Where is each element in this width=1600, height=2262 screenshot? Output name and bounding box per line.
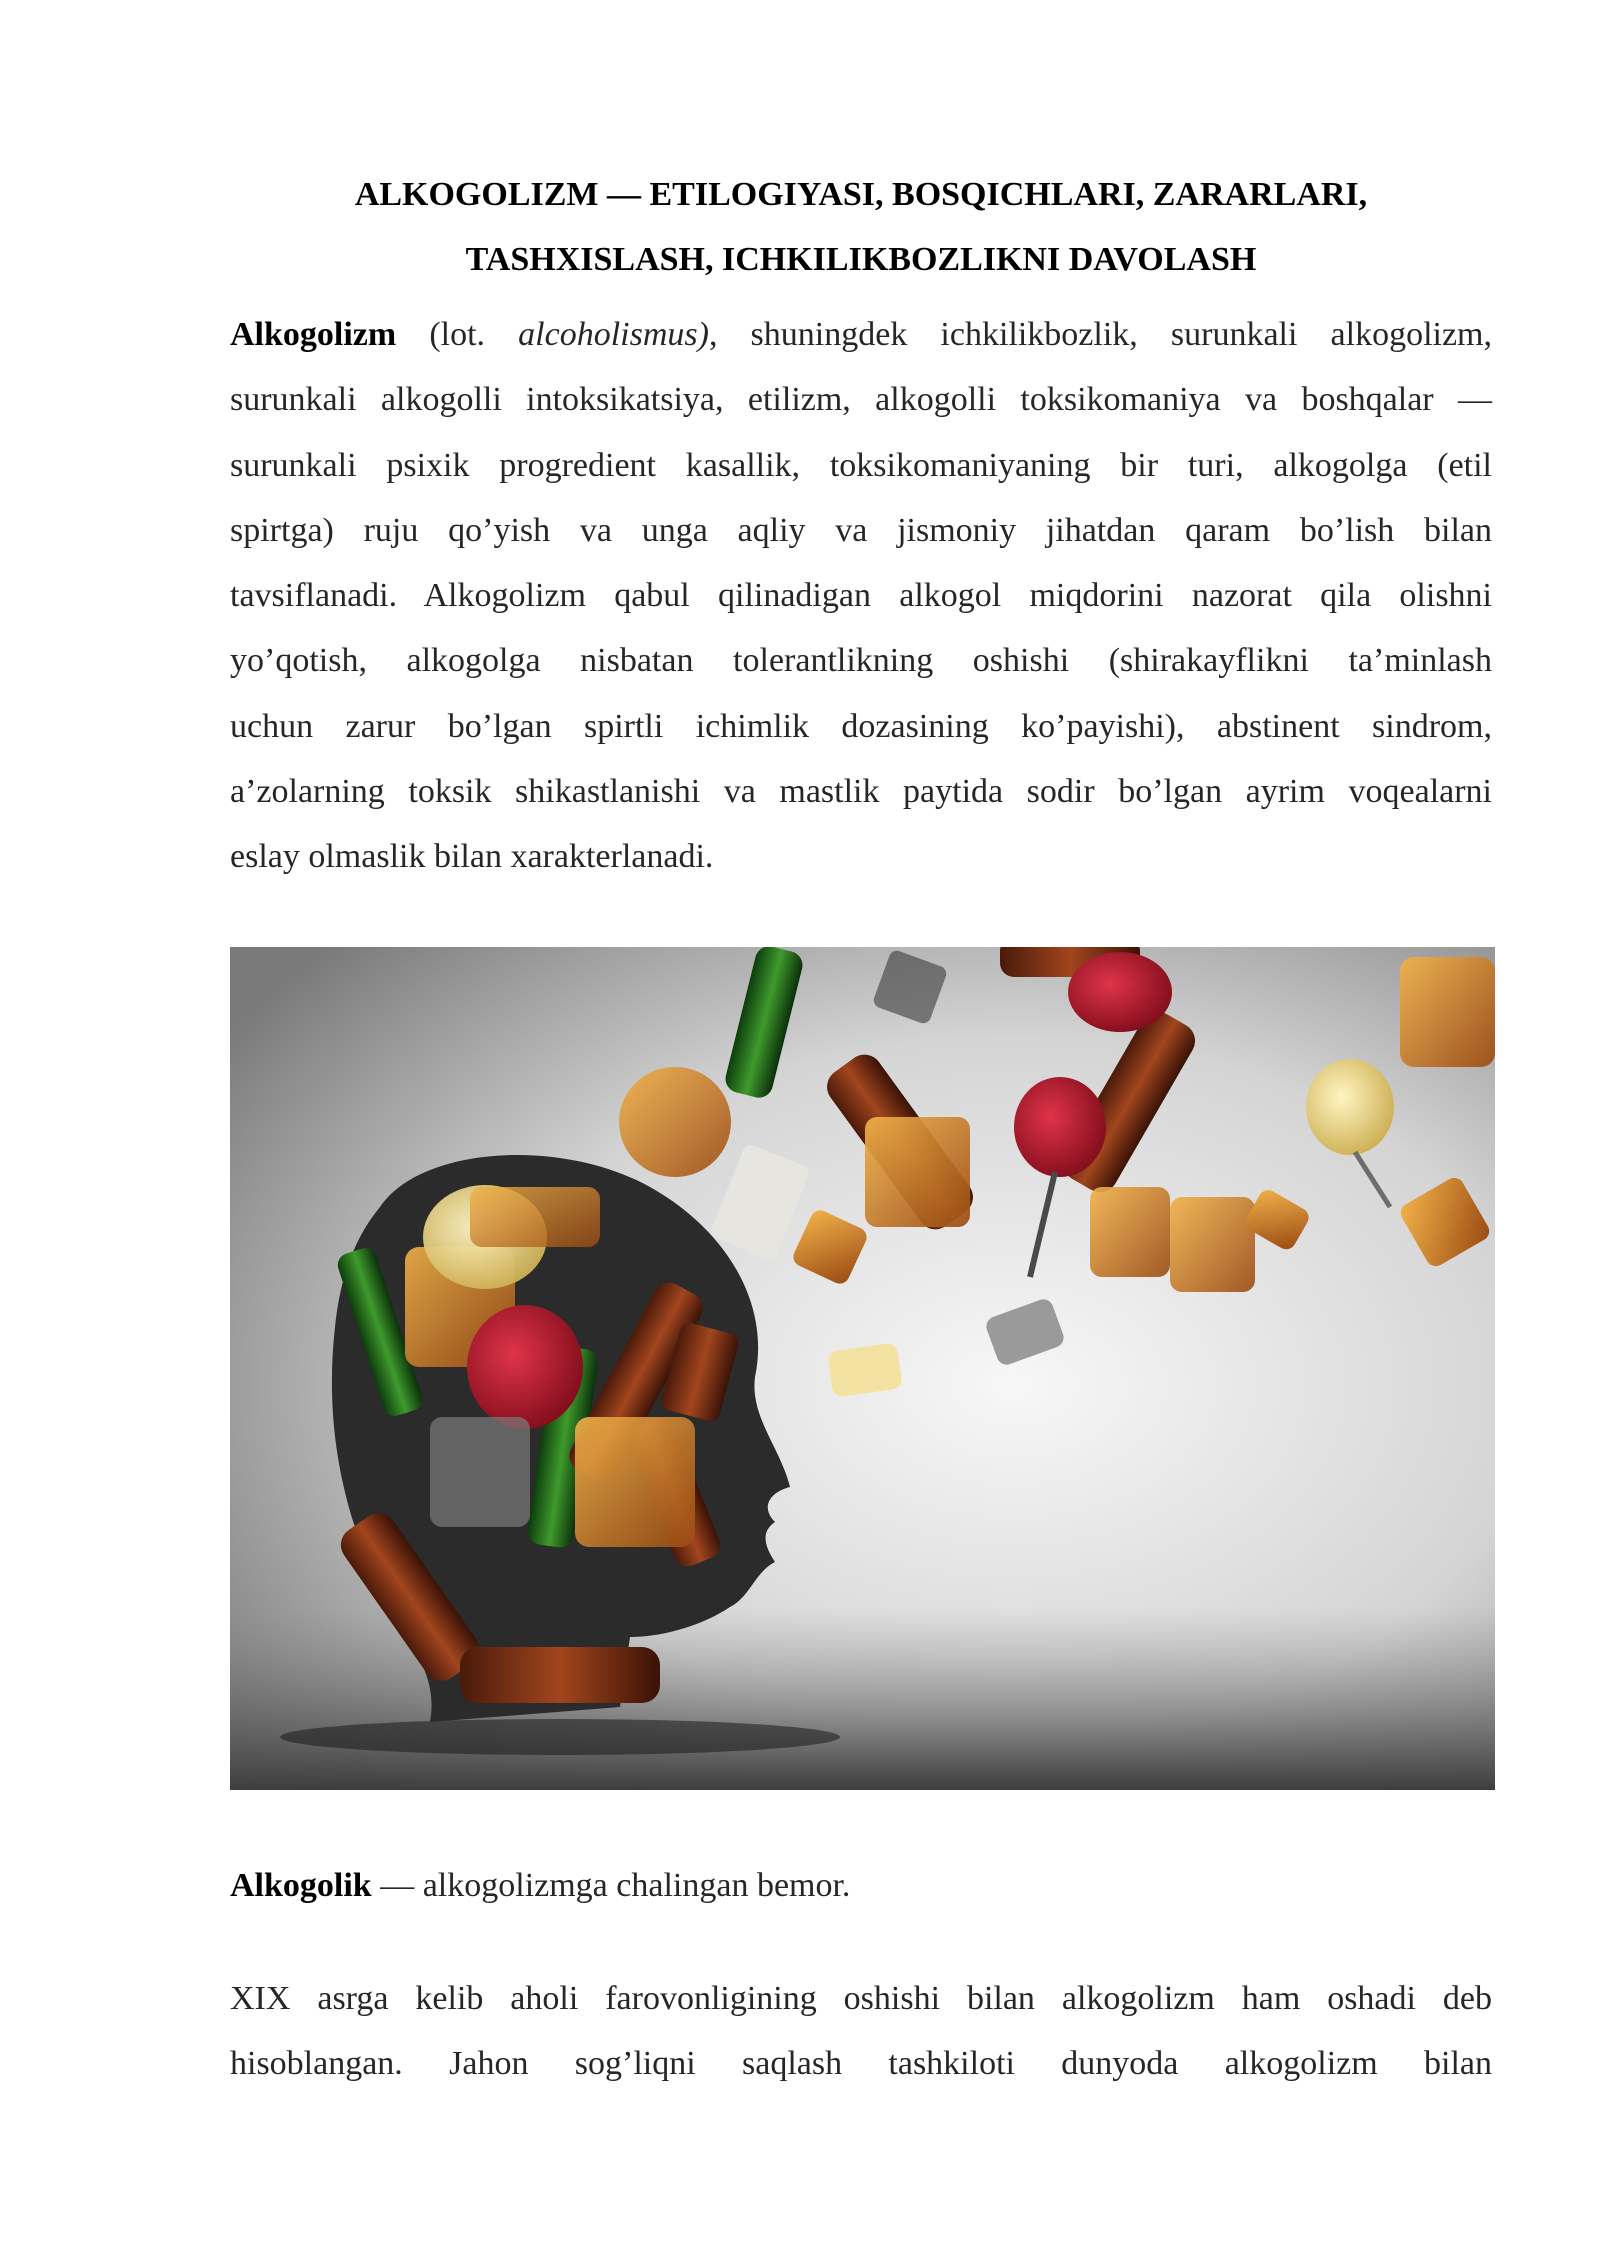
intro-line-3: surunkali psixik progredient kasallik, toksikomaniyaning bir turi, alkogolga (etil [230, 446, 1492, 484]
title-line-1: ALKOGOLIZM — ETILOGIYASI, BOSQICHLARI, ZARARLARI, [354, 176, 1368, 213]
definition-text: — alkogolizmga chalingan bemor. [371, 1867, 851, 1904]
intro-line-2: surunkali alkogolli intoksikatsiya, etilizm, alkogolli toksikomaniya va boshqalar — [230, 381, 1492, 419]
term-alkogolizm: Alkogolizm [230, 316, 397, 353]
title-line-2: TASHXISLASH, ICHKILIKBOZLIKNI DAVOLASH [465, 241, 1257, 278]
intro-line-4: spirtga) ruju qo’yish va unga aqliy va jismoniy jihatdan qaram bo’lish bilan [230, 511, 1492, 549]
definition-paragraph [230, 1853, 1492, 1918]
intro-line-5: tavsiflanadi. Alkogolizm qabul qilinadigan alkogol miqdorini nazorat qila olishni [230, 577, 1492, 615]
history-paragraph [230, 1966, 1492, 2097]
definition-line [230, 1853, 1492, 1918]
intro-line-1 [230, 302, 1492, 367]
intro-line-7: uchun zarur bo’lgan spirtli ichimlik dozasining ko’payishi), abstinent sindrom, [230, 707, 1492, 745]
history-line-1: XIX asrga kelib aholi farovonligining oshishi bilan alkogolizm ham oshadi deb [230, 1980, 1492, 2017]
alcohol-head-illustration [230, 947, 1495, 1790]
lot-prefix: (lot. [396, 316, 519, 353]
intro-line-8: a’zolarning toksik shikastlanishi va mastlik paytida sodir bo’lgan ayrim voqealarni [230, 773, 1492, 811]
latin-term: alcoholismus) [518, 316, 709, 353]
term-alkogolik: Alkogolik [230, 1867, 372, 1904]
intro-paragraph [230, 302, 1492, 890]
document-title [230, 162, 1492, 292]
intro-line-1-rest: , shuningdek ichkilikbozlik, surunkali alkogolizm, [708, 316, 1492, 353]
intro-line-6: yo’qotish, alkogolga nisbatan tolerantlikning oshishi (shirakayflikni ta’minlash [230, 642, 1492, 680]
history-line-2: hisoblangan. Jahon sog’liqni saqlash tashkiloti dunyoda alkogolizm bilan [230, 2045, 1492, 2083]
intro-line-9: eslay olmaslik bilan xarakterlanadi. [230, 838, 714, 876]
